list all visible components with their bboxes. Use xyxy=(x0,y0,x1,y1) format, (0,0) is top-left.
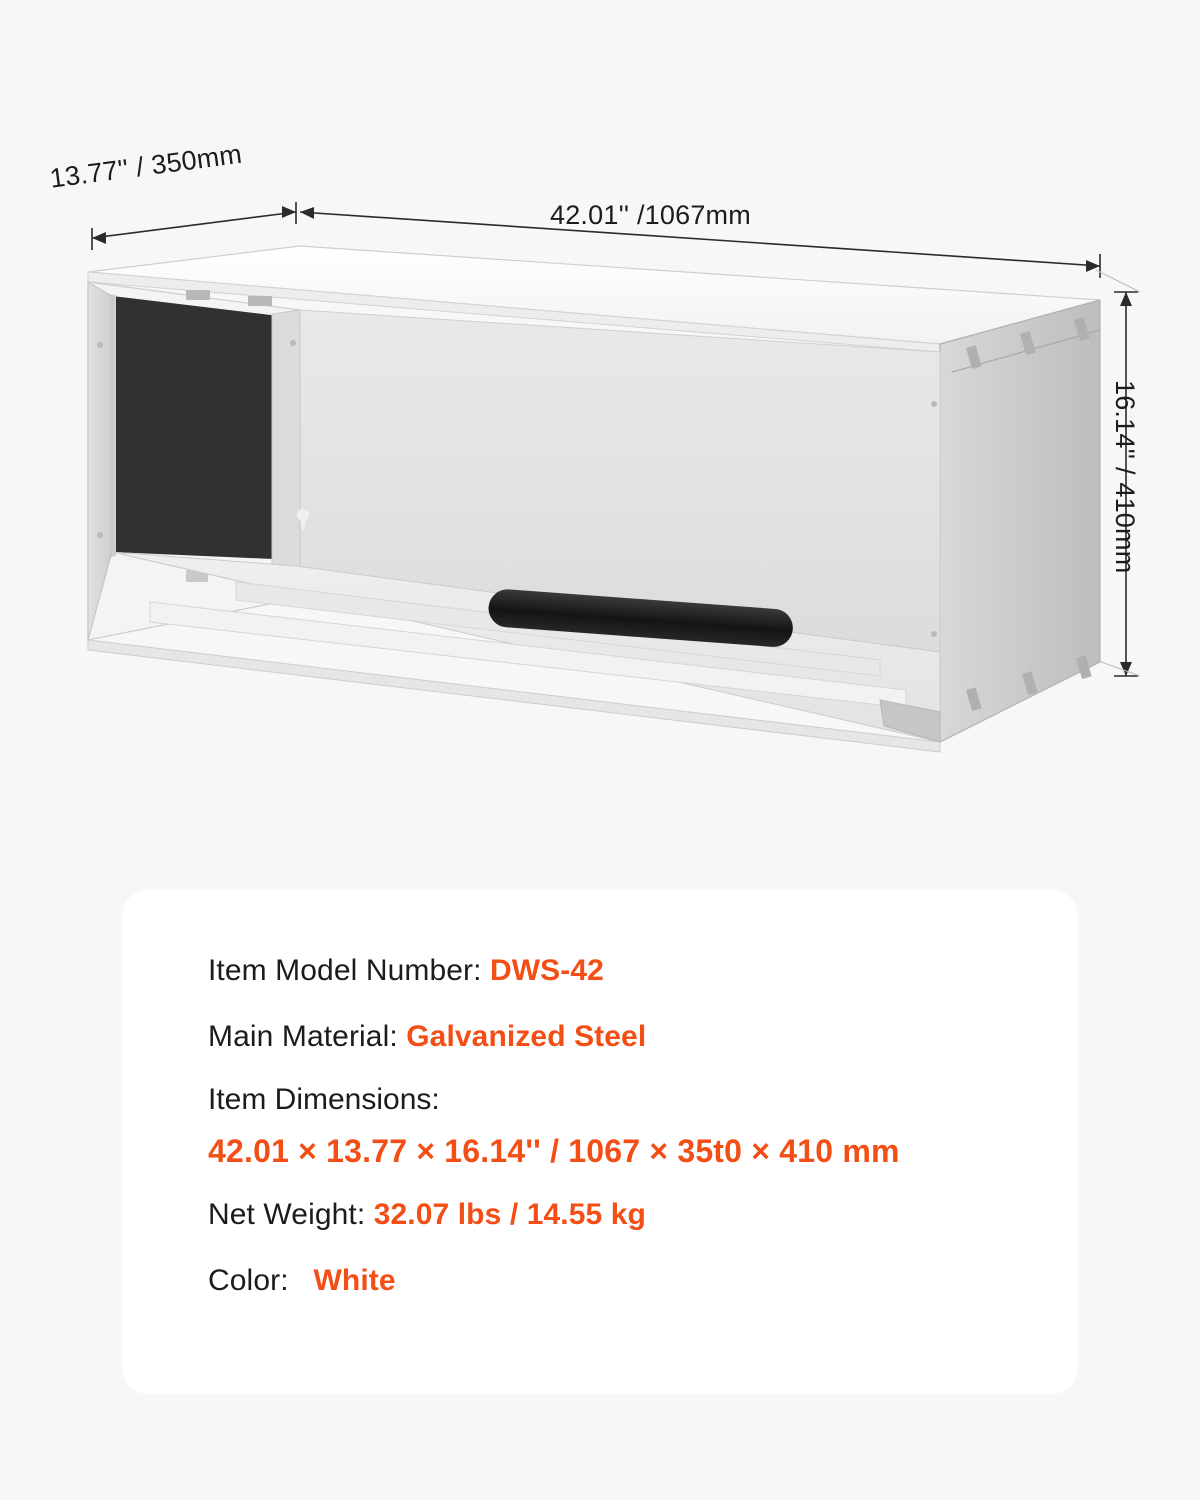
spec-weight-label: Net Weight: xyxy=(208,1198,366,1231)
spec-dimensions-label: Item Dimensions: xyxy=(208,1083,440,1116)
spec-model-label: Item Model Number: xyxy=(208,954,482,987)
specification-card xyxy=(122,890,1078,1394)
spec-row-material xyxy=(208,1018,1078,1056)
spec-color-label: Color: xyxy=(208,1263,289,1297)
dimension-width-label: 42.01'' /1067mm xyxy=(550,200,751,230)
cabinet-inner-dark-wall xyxy=(112,296,296,560)
spec-row-model xyxy=(208,952,1078,990)
cabinet-right-side xyxy=(940,300,1100,742)
spec-color-value: White xyxy=(313,1263,396,1297)
spec-material-label: Main Material: xyxy=(208,1019,398,1053)
spec-row-weight xyxy=(208,1196,1078,1234)
spec-material-value: Galvanized Steel xyxy=(406,1019,647,1053)
spec-model-value: DWS-42 xyxy=(490,954,604,987)
spec-row-color xyxy=(208,1262,1078,1300)
dimension-height-label: 16.14'' / 410mm xyxy=(1110,380,1140,574)
dimension-depth-label: 13.77'' / 350mm xyxy=(48,138,244,194)
spec-weight-value: 32.07 lbs / 14.55 kg xyxy=(373,1198,646,1231)
spec-dimensions-value: 42.01 × 13.77 × 16.14'' / 1067 × 35t0 × 410 mm xyxy=(208,1133,900,1169)
